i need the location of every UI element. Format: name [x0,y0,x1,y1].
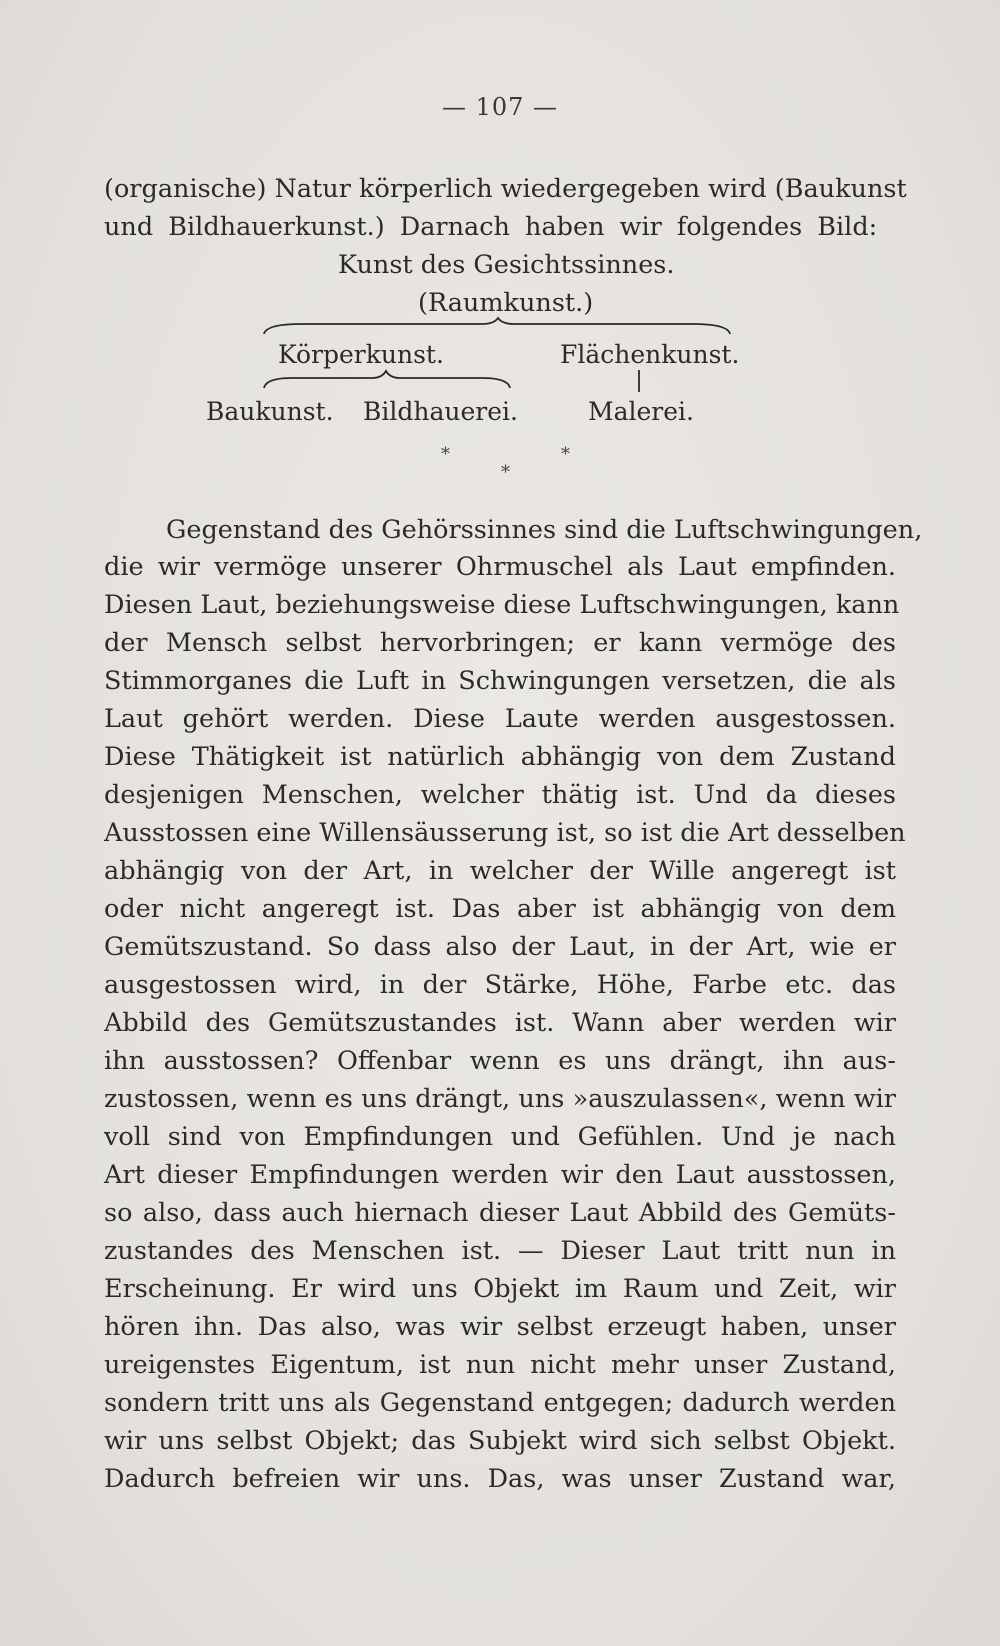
asterism-star: * [561,444,570,465]
text-line: desjenigen Menschen, welcher thätig ist. Und da dieses [104,780,896,810]
text-line: Stimmorganes die Luft in Schwingungen versetzen, die als [104,666,896,696]
text-line: (organische) Natur körperlich wiedergegeben wird (Baukunst [104,174,907,204]
text-line: die wir vermöge unserer Ohrmuschel als Laut empfinden. [104,552,896,582]
diagram-right-connector [636,370,642,394]
diagram-child-bildhauerei: Bildhauerei. [363,397,518,426]
text-line: und Bildhauerkunst.) Darnach haben wir folgendes Bild: [104,212,878,242]
text-line: wir uns selbst Objekt; das Subjekt wird sich selbst Objekt. [104,1426,896,1456]
text-line: Abbild des Gemütszustandes ist. Wann aber werden wir [104,1008,896,1038]
asterism-star: * [501,462,510,483]
diagram-child-malerei: Malerei. [588,397,694,426]
text-line: abhängig von der Art, in welcher der Wille angeregt ist [104,856,896,886]
diagram-left-branch: Körperkunst. [278,340,444,369]
text-line: Gegenstand des Gehörssinnes sind die Luftschwingungen, [166,515,923,545]
text-line: zustossen, wenn es uns drängt, uns »auszulassen«, wenn wir [104,1084,896,1114]
text-line: Ausstossen eine Willensäusserung ist, so ist die Art desselben [104,818,906,848]
text-line: Erscheinung. Er wird uns Objekt im Raum und Zeit, wir [104,1274,896,1304]
text-line: ihn ausstossen? Offenbar wenn es uns drängt, ihn aus- [104,1046,896,1076]
text-line: so also, dass auch hiernach dieser Laut Abbild des Gemüts- [104,1198,896,1228]
asterism-star: * [441,444,450,465]
text-line: zustandes des Menschen ist. — Dieser Laut tritt nun in [104,1236,896,1266]
text-line: voll sind von Empfindungen und Gefühlen. Und je nach [104,1122,896,1152]
text-line: oder nicht angeregt ist. Das aber ist abhängig von dem [104,894,896,924]
text-line: Diese Thätigkeit ist natürlich abhängig von dem Zustand [104,742,896,772]
text-line: hören ihn. Das also, was wir selbst erzeugt haben, unser [104,1312,896,1342]
text-line: Gemütszustand. So dass also der Laut, in der Art, wie er [104,932,896,962]
diagram-left-brace [262,370,512,392]
diagram-root-subtitle: (Raumkunst.) [418,288,594,318]
text-line: Art dieser Empfindungen werden wir den Laut ausstossen, [104,1160,896,1190]
diagram-right-branch: Flächenkunst. [560,340,740,369]
diagram-top-brace [262,318,732,338]
text-line: Laut gehört werden. Diese Laute werden ausgestossen. [104,704,896,734]
text-line: der Mensch selbst hervorbringen; er kann vermöge des [104,628,896,658]
text-line: ausgestossen wird, in der Stärke, Höhe, Farbe etc. das [104,970,896,1000]
diagram-root-title: Kunst des Gesichtssinnes. [338,250,675,280]
diagram-child-baukunst: Baukunst. [206,397,334,426]
text-line: ureigenstes Eigentum, ist nun nicht mehr unser Zustand, [104,1350,896,1380]
text-line: sondern tritt uns als Gegenstand entgegen; dadurch werden [104,1388,896,1418]
text-line: Dadurch befreien wir uns. Das, was unser Zustand war, [104,1464,896,1494]
text-line: Diesen Laut, beziehungsweise diese Luftschwingungen, kann [104,590,900,620]
page-number: — 107 — [441,93,559,121]
